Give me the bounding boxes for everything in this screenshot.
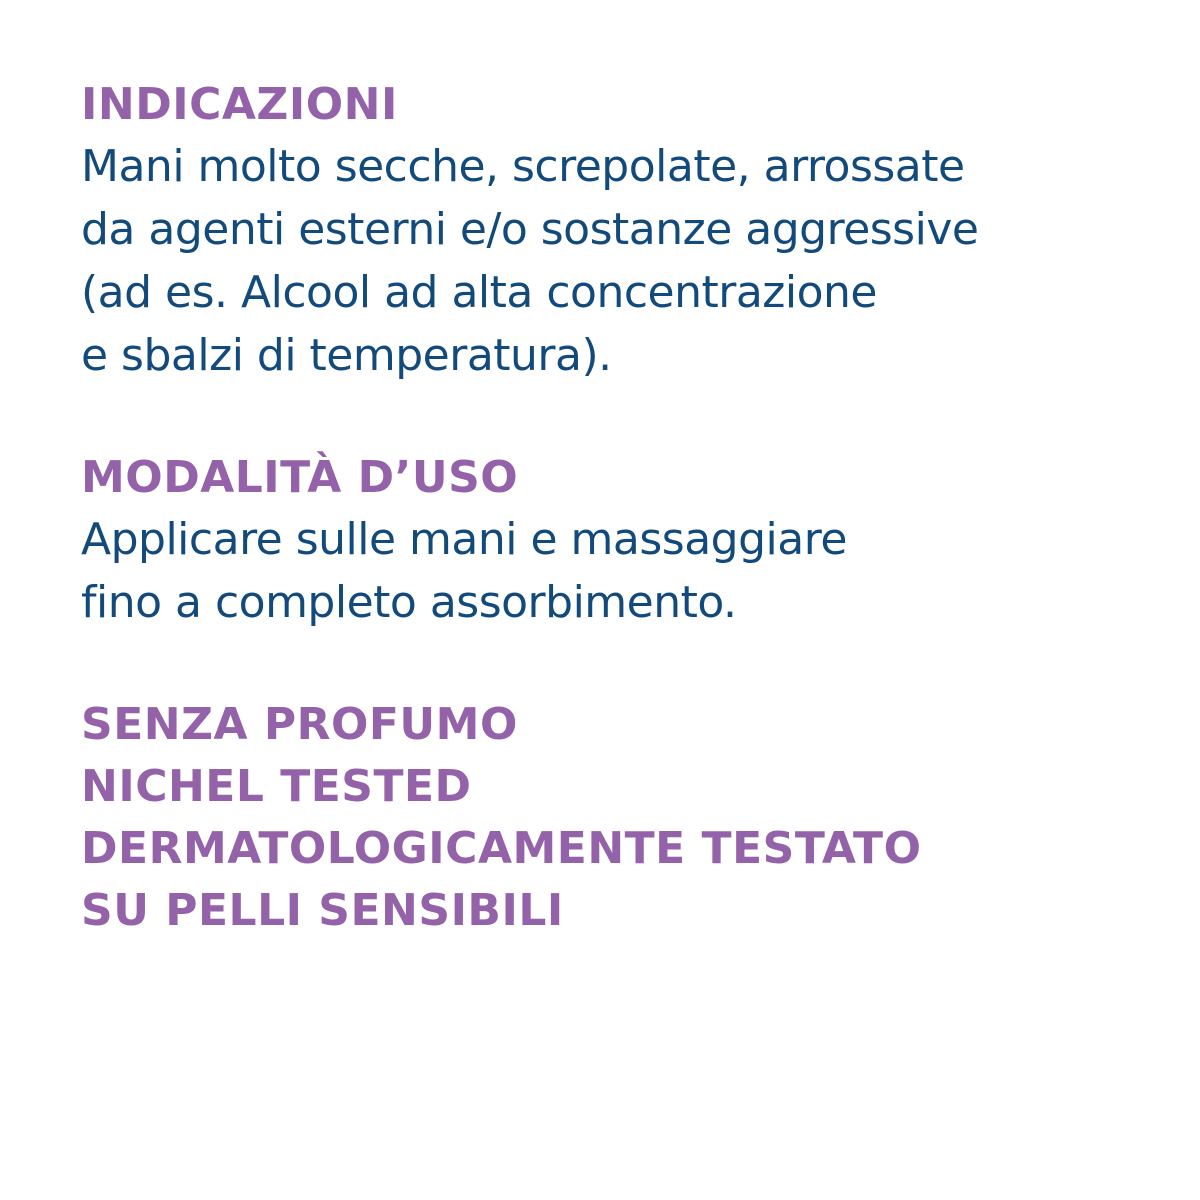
indicazioni-line: (ad es. Alcool ad alta concentrazione — [81, 267, 877, 318]
claim-pelli-sensibili: SU PELLI SENSIBILI — [81, 885, 564, 936]
claim-dermatologicamente-testato: DERMATOLOGICAMENTE TESTATO — [81, 823, 922, 874]
indicazioni-line: Mani molto secche, screpolate, arrossate — [81, 141, 965, 192]
indicazioni-line: e sbalzi di temperatura). — [81, 330, 612, 381]
indicazioni-heading: INDICAZIONI — [81, 79, 398, 130]
modalita-uso-heading: MODALITÀ D’USO — [81, 452, 519, 503]
indicazioni-line: da agenti esterni e/o sostanze aggressive — [81, 204, 979, 255]
claim-nichel-tested: NICHEL TESTED — [81, 761, 472, 812]
modalita-uso-line: Applicare sulle mani e massaggiare — [81, 514, 847, 565]
claim-senza-profumo: SENZA PROFUMO — [81, 699, 518, 750]
modalita-uso-line: fino a completo assorbimento. — [81, 577, 737, 628]
